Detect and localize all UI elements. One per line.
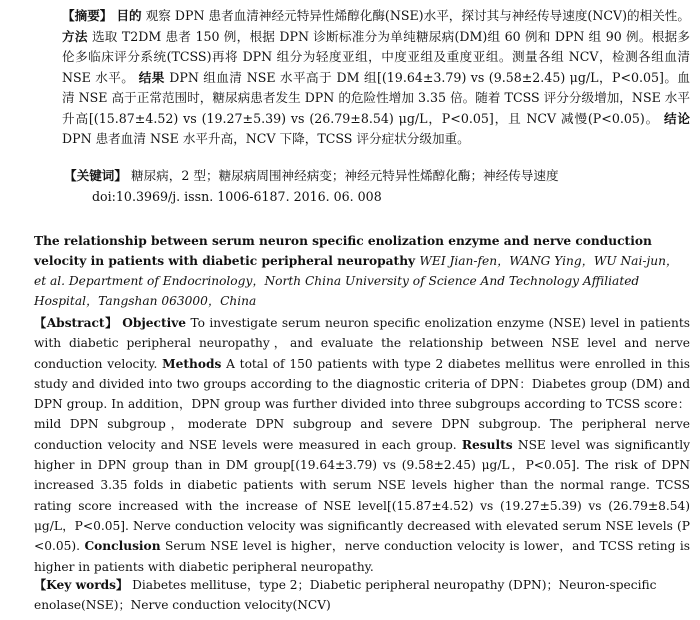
en-methods-text: A total of 150 patients with type 2 diabetes mellitus were enrolled in this study and divided into two groups according to the diagnostic criteria of DPN：Diabetes group (DM) and DPN group. In addition，DPN group was further divided into three subgroups according to TCSS score：mild DPN subgroup，moderate DPN subgroup and severe DPN subgroup. The peripheral nerve conduction velocity and NSE levels were measured in each group. <box>34 356 691 452</box>
zh-abstract-label: 【摘要】 <box>62 8 113 23</box>
authors-affiliation: WEI Jian-fen，WANG Ying，WU Nai-jun，et al. Department of Endocrinology，North China University of Science And Technology Affiliated Hospital，Tangshan 063000，China <box>34 254 679 308</box>
en-conclusion-label: Conclusion <box>84 539 161 554</box>
zh-conclusion-label: 结论 <box>663 110 690 126</box>
en-keywords-text: Diabetes mellituse，type 2；Diabetic peripheral neuropathy (DPN)；Neuron-specific enolase(NSE)；Nerve conduction velocity(NCV) <box>34 578 657 613</box>
en-conclusion-text: Serum NSE level is higher，nerve conduction velocity is lower，and TCSS reting is higher in patients with diabetic peripheral neuropathy. <box>34 539 691 574</box>
zh-keywords-text: 糖尿病，2 型；糖尿病周围神经病变；神经元特异性烯醇化酶；神经传导速度 <box>130 168 559 183</box>
english-title: The relationship between serum neuron specific enolization enzyme and nerve conduction velocity in patients with diabetic peripheral neuropathy <box>34 234 652 268</box>
zh-keywords-label: 【关键词】 <box>64 168 127 183</box>
english-abstract <box>34 313 690 577</box>
en-objective-text: To investigate serum neuron specific enolization enzyme (NSE) level in patients with diabetic peripheral neuropathy，and evaluate the relationship between NSE level and nerve conduction velocity. <box>34 316 690 371</box>
zh-results-text: DPN 组血清 NSE 水平高于 DM 组[(19.64±3.79) vs (9.58±2.45) μg/L，P<0.05]。血清 NSE 高于正常范围时，糖尿病患者发生 DPN 的危险性增加 3.35 倍。随着 TCSS 评分分级增加，NSE 水平升高[(15.87±4.52) vs (19.27±5.39) vs (26.79±8.54) μg/L，P<0.05]，且 NCV 减慢(P<0.05)。 <box>62 69 690 126</box>
en-objective-label: Objective <box>122 316 187 330</box>
zh-objective-text: 观察 DPN 患者血清神经元特异性烯醇化酶(NSE)水平，探讨其与神经传导速度(NCV)的相关性。 <box>145 8 691 23</box>
en-abstract-label: 【Abstract】 <box>34 316 118 330</box>
chinese-abstract <box>62 6 690 150</box>
en-methods-label: Methods <box>162 356 222 371</box>
doi: doi:10.3969/j. issn. 1006-6187. 2016. 06. 008 <box>92 189 382 204</box>
zh-methods-label: 方法 <box>62 28 88 44</box>
chinese-keywords <box>64 166 684 187</box>
english-title-block <box>34 231 690 311</box>
zh-results-label: 结果 <box>138 69 165 85</box>
zh-conclusion-text: DPN 患者血清 NSE 水平升高，NCV 下降，TCSS 评分症状分级加重。 <box>62 131 470 146</box>
en-results-label: Results <box>461 437 513 452</box>
zh-methods-text: 选取 T2DM 患者 150 例，根据 DPN 诊断标准分为单纯糖尿病(DM)组 60 例和 DPN 组 90 例。根据多伦多临床评分系统(TCSS)再将 DPN 组分为轻度亚组，中度亚组及重度亚组。测量各组 NCV，检测各组血清 NSE 水平。 <box>62 28 691 85</box>
en-keywords-label: 【Key words】 <box>34 578 129 592</box>
english-keywords <box>34 575 690 616</box>
en-results-text: NSE level was significantly higher in DPN group than in DM group[(19.64±3.79) vs (9.58±2.45) μg/L，P<0.05]. The risk of DPN increased 3.35 folds in diabetic patients with serum NSE levels higher than the normal range. TCSS rating score increased with the increase of NSE level[(15.87±4.52) vs (19.27±5.39) vs (26.79±8.54) μg/L，P<0.05]. Nerve conduction velocity was significantly decreased with elevated serum NSE levels (P <0.05). <box>34 437 691 554</box>
zh-objective-label: 目的 <box>116 8 142 23</box>
